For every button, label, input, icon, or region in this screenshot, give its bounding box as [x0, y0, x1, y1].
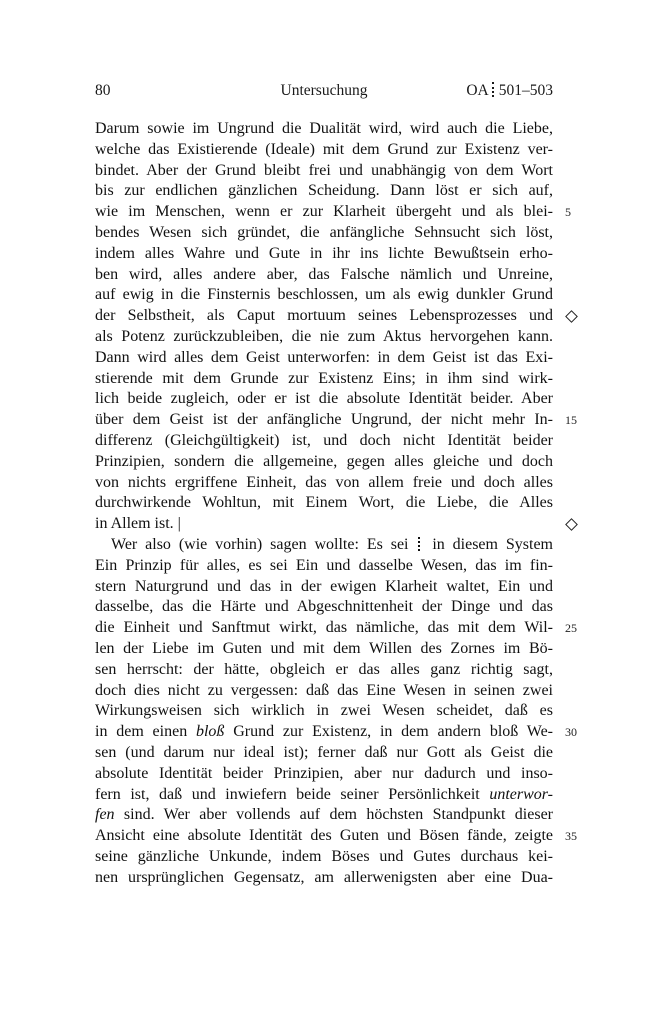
text-span: fern ist, daß und inwiefern beide seiner Persönlichkeit: [95, 785, 480, 803]
text-span: in dem einen: [95, 723, 188, 741]
text-line: stierende mit dem Grunde zur Existenz Eins; in ihm sind wirk-: [95, 369, 553, 387]
text-line: differenz (Gleichgültigkeit) ist, und doch nicht Identität beider: [95, 431, 553, 449]
page-break-marker: [418, 537, 422, 551]
text-line: über dem Geist ist der anfängliche Ungrund, der nicht mehr In-: [95, 411, 553, 429]
edition-ref-prefix: OA: [466, 82, 489, 99]
text-line: absolute Identität beider Prinzipien, aber nur dadurch und inso-: [95, 764, 553, 782]
edition-ref-pages: 501–503: [498, 82, 553, 99]
text-line: in Allem ist. |: [95, 515, 181, 533]
text-line: Ansicht eine absolute Identität des Guten und Bösen fände, zeigte: [95, 827, 553, 845]
body-text: [95, 119, 553, 888]
text-line: von nichts ergriffene Einheit, das von allem freie und doch alles: [95, 473, 553, 491]
text-line: nen ursprünglichen Gegensatz, am allerwenigsten aber eine Dua-: [95, 868, 553, 886]
italic-emphasis: unterwor-: [489, 785, 553, 803]
text-line: durchwirkende Wohltun, mit Einem Wort, die Liebe, die Alles: [95, 494, 553, 512]
line-number: 5: [565, 205, 571, 220]
line-number: 25: [565, 621, 577, 636]
diamond-marker-icon: [565, 518, 578, 531]
running-title: Untersuchung: [280, 82, 368, 99]
text-line: Dann wird alles dem Geist unterworfen: in dem Geist ist das Exi-: [95, 348, 553, 366]
text-line: len der Liebe im Guten und mit dem Willen des Zornes im Bö-: [95, 639, 553, 657]
text-line: [95, 722, 553, 743]
text-line: Prinzipien, sondern die allgemeine, gegen alles gleiche und doch: [95, 452, 553, 470]
text-span: sind. Wer aber vollends auf dem höchsten Standpunkt dieser: [123, 806, 553, 824]
text-line: Darum sowie im Ungrund die Dualität wird, wird auch die Liebe,: [95, 120, 553, 137]
italic-emphasis: fen: [95, 806, 115, 824]
text-line: als Potenz zurückzubleiben, die nie zum Aktus hervorgehen kann.: [95, 327, 553, 345]
line-number: 35: [565, 829, 577, 844]
text-line: welche das Existierende (Ideale) mit dem Grund zur Existenz ver-: [95, 140, 553, 158]
edition-reference: [466, 82, 553, 100]
text-line: stern Naturgrund und das in der ewigen Klarheit waltet, Ein und: [95, 577, 553, 595]
text-line: der Selbstheit, als Caput mortuum seines Lebensprozesses und: [95, 307, 553, 325]
line-number: 30: [565, 725, 577, 740]
text-line: bindet. Aber der Grund bleibt frei und unabhängig von dem Wort: [95, 161, 553, 179]
text-line: Wirkungsweisen sich wirklich in zwei Wesen scheidet, daß es: [95, 702, 553, 720]
text-line: sen (und darum nur ideal ist); ferner daß nur Gott als Geist die: [95, 743, 553, 761]
text-line: sen herrscht: der hätte, obgleich er das alles ganz richtig sagt,: [95, 660, 553, 678]
text-line: ben wird, alles andere aber, das Falsche nämlich und Unreine,: [95, 265, 553, 283]
text-line: doch dies nicht zu vergessen: daß das Eine Wesen in seinen zwei: [95, 681, 553, 699]
text-span: in diesem System: [432, 535, 553, 553]
text-line: [95, 785, 553, 806]
text-line: Ein Prinzip für alles, es sei Ein und dasselbe Wesen, das im fin-: [95, 556, 553, 574]
text-line: dasselbe, das die Härte und Abgeschnittenheit der Dinge und das: [95, 598, 553, 616]
text-line: seine gänzliche Unkunde, indem Böses und Gutes durchaus kei-: [95, 847, 553, 865]
diamond-marker-icon: [565, 310, 578, 323]
text-line: [95, 805, 553, 826]
text-line: indem alles Wahre und Gute in ihr ins lichte Bewußtsein erho-: [95, 244, 553, 262]
text-line: auf ewig in die Finsternis beschlossen, um als ewig dunkler Grund: [95, 286, 553, 304]
text-line: [95, 535, 553, 556]
text-line: die Einheit und Sanftmut wirkt, das nämliche, das mit dem Wil-: [95, 619, 553, 637]
page-break-marker: [492, 82, 496, 97]
line-number: 15: [565, 413, 577, 428]
text-line: wie im Menschen, wenn er zur Klarheit übergeht und als blei-: [95, 203, 553, 221]
page-number: 80: [95, 82, 111, 99]
text-line: bis zur endlichen gänzlichen Scheidung. Dann löst er sich auf,: [95, 182, 553, 200]
text-line: lich beide zugleich, oder er ist die absolute Identität beider. Aber: [95, 390, 553, 408]
italic-emphasis: bloß: [195, 723, 225, 741]
text-line: bendes Wesen sich gründet, die anfängliche Sehnsucht sich löst,: [95, 223, 553, 241]
running-header: [95, 82, 553, 106]
text-span: Grund zur Existenz, in dem andern bloß We-: [233, 723, 553, 741]
text-span: Wer also (wie vorhin) sagen wollte: Es sei: [111, 535, 409, 553]
